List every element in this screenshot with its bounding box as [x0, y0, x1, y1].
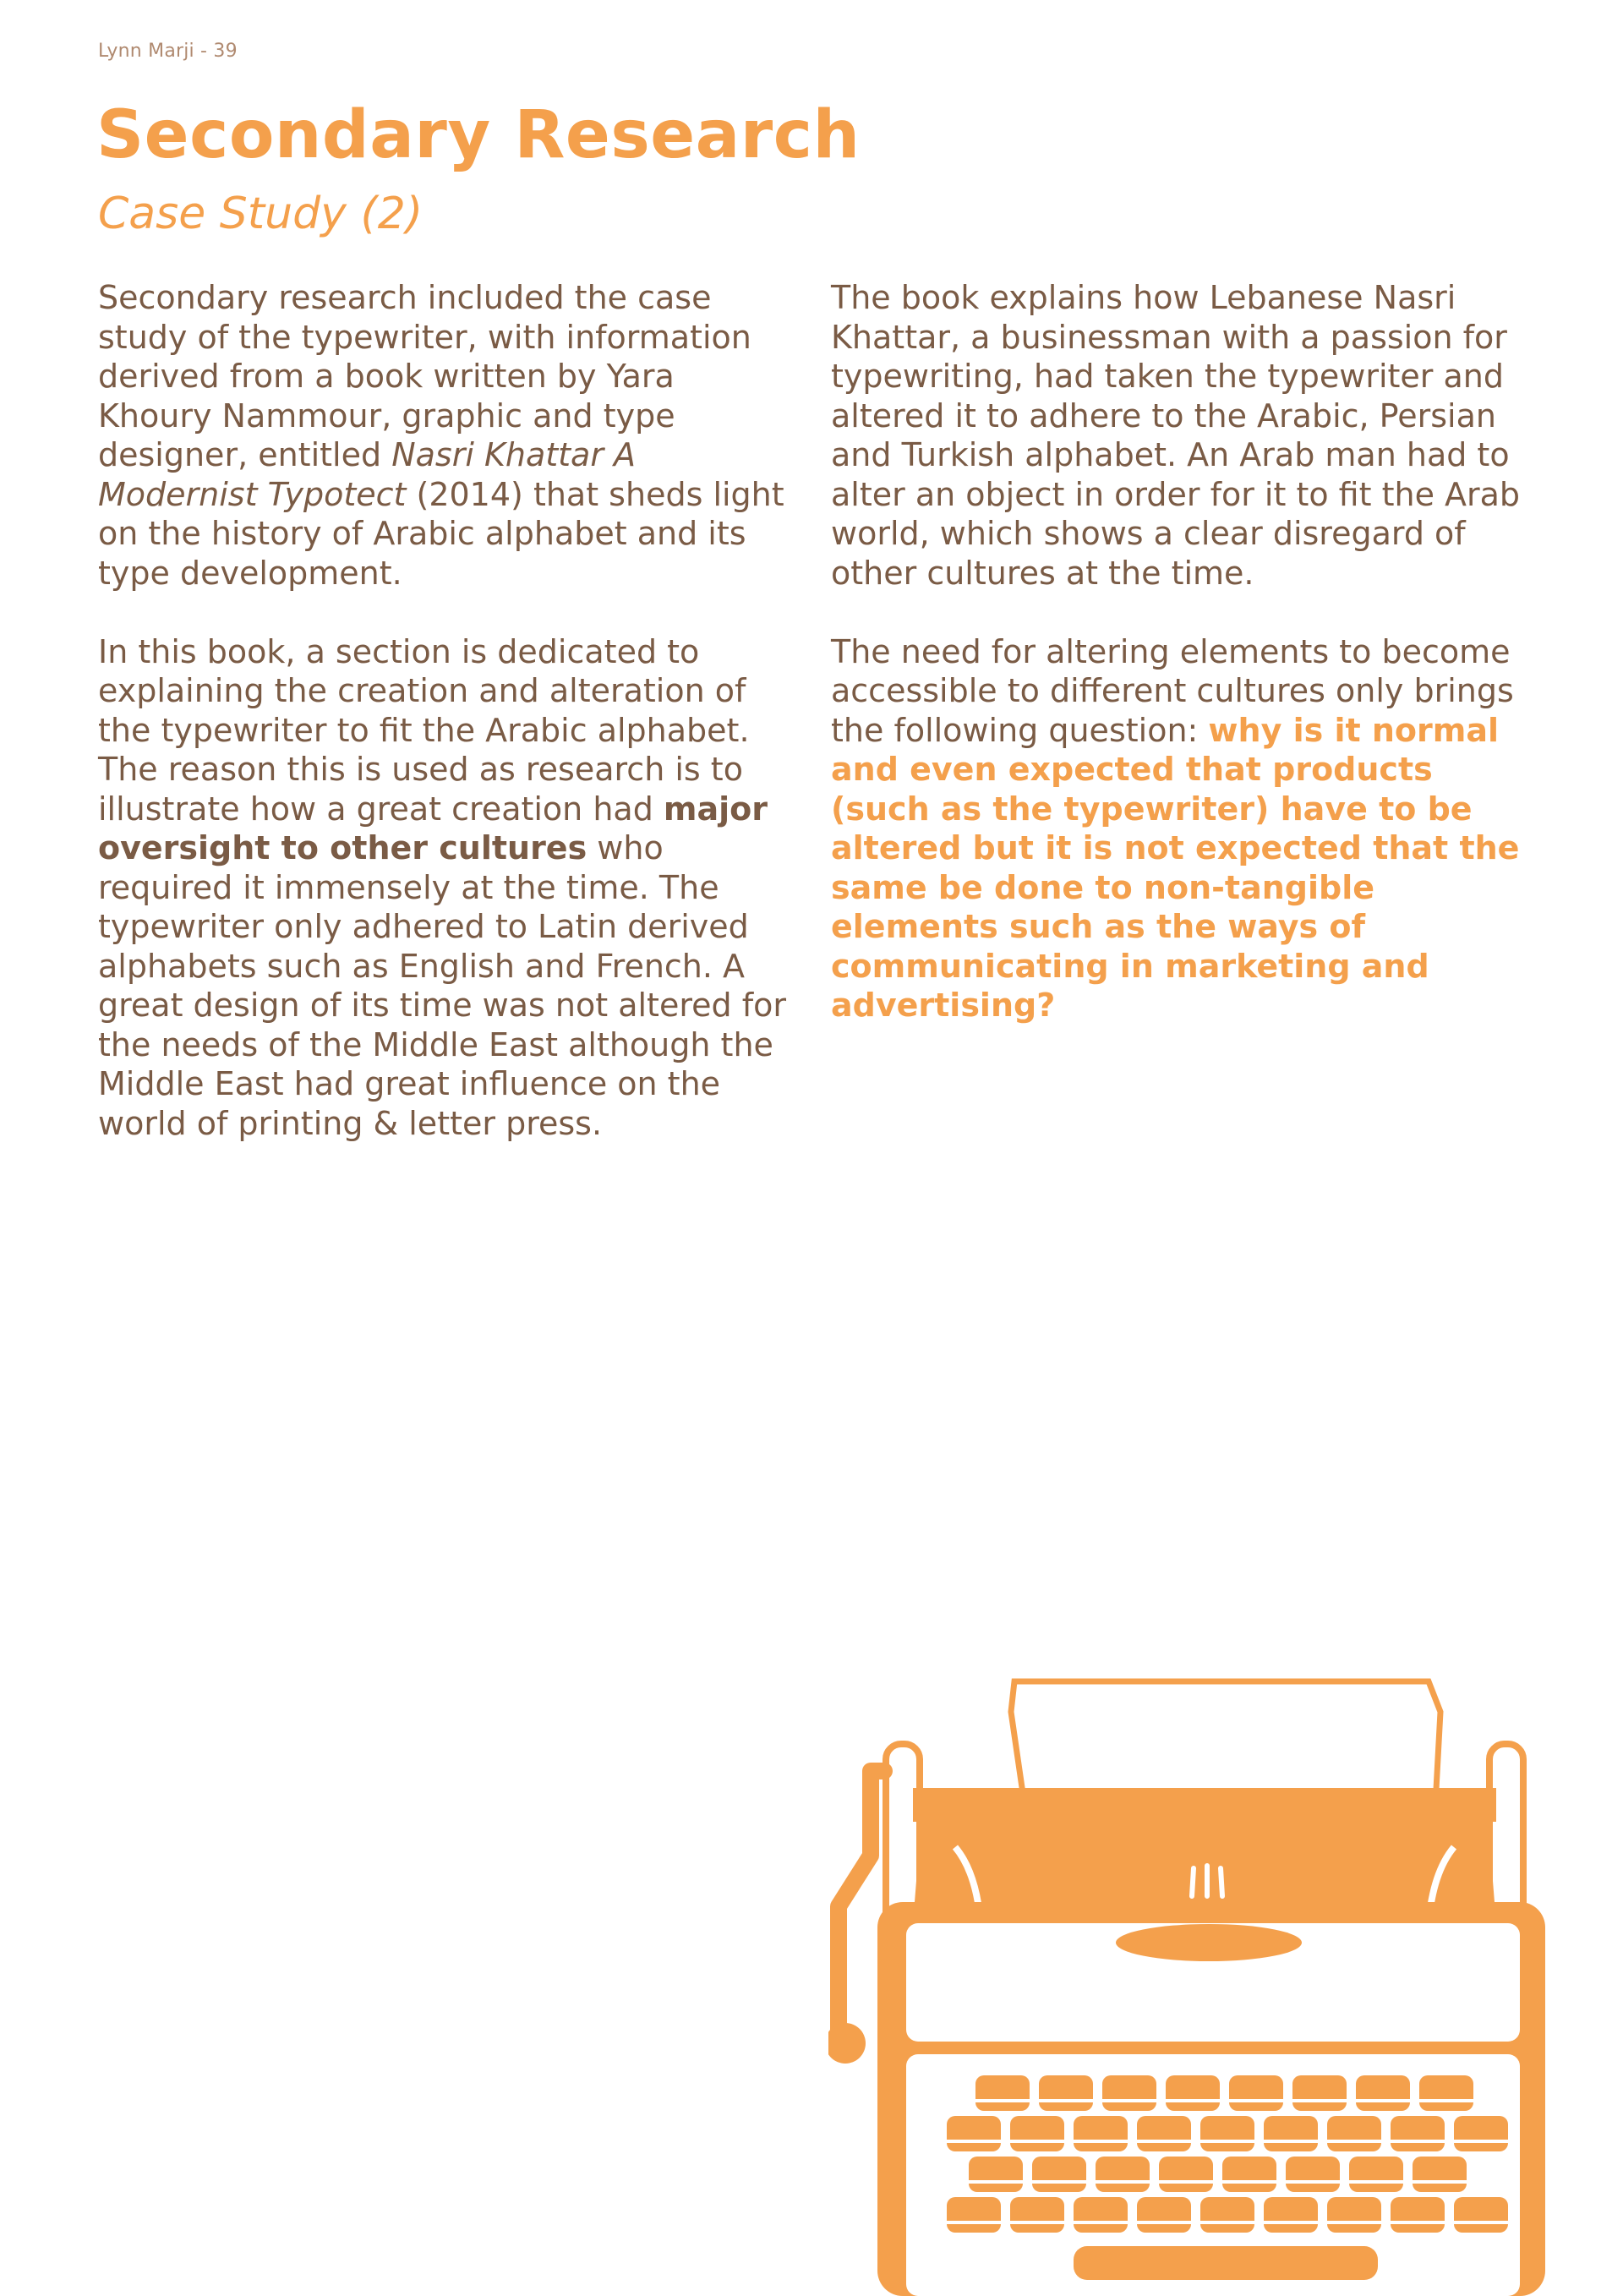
- right-paragraph-2: [831, 632, 1533, 1025]
- left-p1-text-b: (2014) that sheds light on the history of Arabic alphabet and its type development.: [98, 475, 784, 592]
- type-guide: [1116, 1924, 1302, 1961]
- platen-roller: [913, 1788, 1496, 1822]
- book-title: Nasri Khattar A Modernist Typotect: [98, 436, 637, 513]
- typewriter-icon: [828, 1678, 1572, 2296]
- left-p1-text-a: Secondary research included the case study of the typewriter, with information derived from a book written by Yara Khoury Nammour, graphic and type designer, entitled: [98, 279, 751, 473]
- emphasis-text: major oversight to other cultures: [98, 790, 768, 866]
- left-p2-text-b: who required it immensely at the time. The typewriter only adhered to Latin derived alphabets such as English and French. A great design of its time was not altered for the needs of the Middle East although the Middle East had great influence on the world of printing & letter press.: [98, 829, 786, 1142]
- left-p2-text-a: In this book, a section is dedicated to explaining the creation and alteration of the typewriter to fit the Arabic alphabet. The reason this is used as research is to illustrate how a great creation had: [98, 632, 750, 828]
- return-lever: [839, 1771, 884, 2042]
- lever-knob: [828, 2023, 866, 2064]
- space-bar: [1074, 2246, 1378, 2280]
- right-column: [831, 278, 1533, 1064]
- research-question: why is it normal and even expected that products (such as the typewriter) have to be altered but it is not expected that the same be done to non-tangible elements such as the ways of communicating in marketing and advertising?: [831, 711, 1520, 1024]
- running-head: Lynn Marji - 39: [98, 41, 238, 62]
- right-paragraph-1: The book explains how Lebanese Nasri Khattar, a businessman with a passion for typewriting, had taken the typewriter and altered it to adhere to the Arabic, Persian and Turkish alphabet. An Arab man had to alter an object in order for it to fit the Arab world, which shows a clear disregard of other cultures at the time.: [831, 279, 1521, 592]
- left-column: [98, 278, 791, 1183]
- left-paragraph-2: [98, 632, 791, 1144]
- left-paragraph-1: [98, 278, 791, 593]
- page-subtitle: Case Study (2): [98, 189, 424, 239]
- right-p2-text-a: The need for altering elements to become accessible to different cultures only brings the following question:: [831, 632, 1514, 749]
- paper-sheet: [1011, 1681, 1440, 1805]
- page-title: Secondary Research: [96, 97, 861, 173]
